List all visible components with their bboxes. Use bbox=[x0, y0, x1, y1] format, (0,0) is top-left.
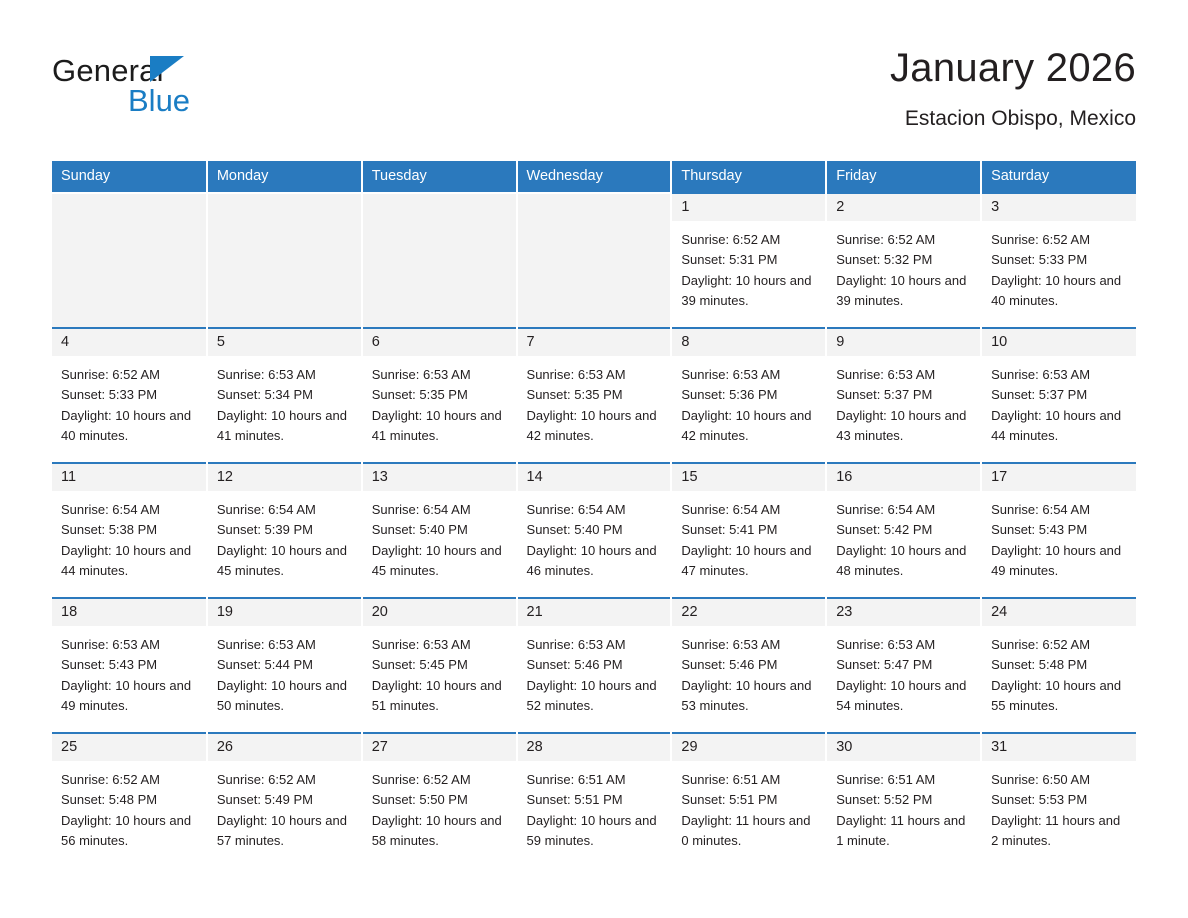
calendar-day-cell bbox=[826, 733, 981, 868]
daylight-text: Daylight: 10 hours and 44 minutes. bbox=[61, 542, 192, 578]
sunset-text: Sunset: 5:38 PM bbox=[61, 522, 158, 538]
daylight-text: Daylight: 10 hours and 42 minutes. bbox=[526, 407, 657, 443]
day-info bbox=[208, 356, 361, 446]
calendar-day-cell bbox=[52, 733, 207, 868]
page-header bbox=[52, 40, 1136, 144]
calendar-day-cell bbox=[52, 463, 207, 598]
calendar-day-cell bbox=[207, 328, 362, 463]
calendar-day-cell bbox=[671, 328, 826, 463]
sunset-text: Sunset: 5:42 PM bbox=[836, 522, 933, 538]
column-header-tuesday: Tuesday bbox=[362, 161, 517, 193]
day-info bbox=[672, 626, 825, 716]
day-number: 26 bbox=[208, 734, 361, 761]
day-info bbox=[363, 626, 516, 716]
sunset-text: Sunset: 5:34 PM bbox=[216, 387, 313, 403]
column-header-friday: Friday bbox=[826, 161, 981, 193]
calendar-day-cell bbox=[207, 598, 362, 733]
sunset-text: Sunset: 5:40 PM bbox=[371, 522, 468, 538]
sunrise-text: Sunrise: 6:53 AM bbox=[526, 637, 626, 652]
day-info bbox=[208, 626, 361, 716]
calendar-day-cell bbox=[826, 463, 981, 598]
day-info bbox=[52, 491, 206, 581]
sunrise-text: Sunrise: 6:53 AM bbox=[991, 367, 1091, 382]
sunset-text: Sunset: 5:37 PM bbox=[836, 387, 933, 403]
day-info bbox=[982, 626, 1136, 716]
day-number: 2 bbox=[827, 194, 980, 221]
calendar-day-cell bbox=[52, 598, 207, 733]
sunset-text: Sunset: 5:35 PM bbox=[371, 387, 468, 403]
sunset-text: Sunset: 5:37 PM bbox=[991, 387, 1088, 403]
logo-text-general: General bbox=[52, 53, 164, 88]
sunrise-text: Sunrise: 6:52 AM bbox=[371, 772, 471, 787]
calendar-day-cell bbox=[671, 598, 826, 733]
day-number: 3 bbox=[982, 194, 1136, 221]
column-header-wednesday: Wednesday bbox=[517, 161, 672, 193]
calendar-day-cell bbox=[517, 598, 672, 733]
day-info bbox=[363, 761, 516, 851]
sunrise-text: Sunrise: 6:53 AM bbox=[216, 367, 316, 382]
calendar-week-row bbox=[52, 733, 1136, 868]
daylight-text: Daylight: 10 hours and 51 minutes. bbox=[371, 677, 502, 713]
column-header-thursday: Thursday bbox=[671, 161, 826, 193]
sunset-text: Sunset: 5:41 PM bbox=[681, 522, 778, 538]
calendar-week-row bbox=[52, 193, 1136, 328]
calendar-week-row bbox=[52, 463, 1136, 598]
sunset-text: Sunset: 5:33 PM bbox=[61, 387, 158, 403]
sunset-text: Sunset: 5:43 PM bbox=[61, 657, 158, 673]
sunrise-text: Sunrise: 6:52 AM bbox=[991, 232, 1091, 247]
calendar-day-cell bbox=[517, 328, 672, 463]
sunrise-text: Sunrise: 6:53 AM bbox=[526, 367, 626, 382]
daylight-text: Daylight: 10 hours and 41 minutes. bbox=[216, 407, 347, 443]
daylight-text: Daylight: 10 hours and 54 minutes. bbox=[836, 677, 967, 713]
sunrise-text: Sunrise: 6:54 AM bbox=[991, 502, 1091, 517]
day-number: 12 bbox=[208, 464, 361, 491]
sunset-text: Sunset: 5:51 PM bbox=[526, 792, 623, 808]
day-number: 4 bbox=[52, 329, 206, 356]
day-info bbox=[827, 761, 980, 851]
calendar-day-cell bbox=[981, 733, 1136, 868]
daylight-text: Daylight: 11 hours and 0 minutes. bbox=[681, 812, 811, 848]
sunrise-text: Sunrise: 6:53 AM bbox=[836, 367, 936, 382]
day-info bbox=[982, 761, 1136, 851]
daylight-text: Daylight: 10 hours and 39 minutes. bbox=[836, 272, 967, 308]
sunset-text: Sunset: 5:45 PM bbox=[371, 657, 468, 673]
day-info bbox=[982, 491, 1136, 581]
sunset-text: Sunset: 5:51 PM bbox=[681, 792, 778, 808]
calendar-day-cell bbox=[207, 463, 362, 598]
sunrise-text: Sunrise: 6:54 AM bbox=[371, 502, 471, 517]
daylight-text: Daylight: 10 hours and 53 minutes. bbox=[681, 677, 812, 713]
day-number: 13 bbox=[363, 464, 516, 491]
column-header-monday: Monday bbox=[207, 161, 362, 193]
day-info bbox=[982, 221, 1136, 311]
sunrise-text: Sunrise: 6:51 AM bbox=[836, 772, 936, 787]
calendar-week-row bbox=[52, 328, 1136, 463]
daylight-text: Daylight: 10 hours and 40 minutes. bbox=[991, 272, 1122, 308]
sunset-text: Sunset: 5:52 PM bbox=[836, 792, 933, 808]
day-info bbox=[52, 761, 206, 851]
daylight-text: Daylight: 10 hours and 44 minutes. bbox=[991, 407, 1122, 443]
sunrise-text: Sunrise: 6:52 AM bbox=[61, 367, 160, 382]
calendar-cell-empty bbox=[52, 193, 207, 328]
sunset-text: Sunset: 5:50 PM bbox=[371, 792, 468, 808]
general-blue-logo bbox=[52, 40, 190, 117]
daylight-text: Daylight: 10 hours and 48 minutes. bbox=[836, 542, 967, 578]
day-number: 21 bbox=[518, 599, 671, 626]
calendar-day-cell bbox=[826, 598, 981, 733]
calendar-day-cell bbox=[981, 328, 1136, 463]
calendar-cell-empty bbox=[207, 193, 362, 328]
day-number: 29 bbox=[672, 734, 825, 761]
day-number: 25 bbox=[52, 734, 206, 761]
sunrise-text: Sunrise: 6:54 AM bbox=[216, 502, 316, 517]
sunset-text: Sunset: 5:32 PM bbox=[836, 252, 933, 268]
calendar-week-row bbox=[52, 598, 1136, 733]
day-number: 23 bbox=[827, 599, 980, 626]
sunrise-text: Sunrise: 6:51 AM bbox=[681, 772, 781, 787]
day-info bbox=[363, 491, 516, 581]
calendar-day-cell bbox=[826, 193, 981, 328]
calendar-day-cell bbox=[826, 328, 981, 463]
page-title: January 2026 bbox=[889, 46, 1136, 90]
daylight-text: Daylight: 10 hours and 41 minutes. bbox=[371, 407, 502, 443]
day-info bbox=[827, 491, 980, 581]
daylight-text: Daylight: 10 hours and 45 minutes. bbox=[216, 542, 347, 578]
calendar-day-cell bbox=[362, 463, 517, 598]
day-number: 11 bbox=[52, 464, 206, 491]
day-number: 19 bbox=[208, 599, 361, 626]
day-info bbox=[672, 356, 825, 446]
logo-text-blue: Blue bbox=[128, 83, 191, 118]
day-number: 24 bbox=[982, 599, 1136, 626]
calendar-day-cell bbox=[362, 328, 517, 463]
day-number: 1 bbox=[672, 194, 825, 221]
day-info bbox=[827, 356, 980, 446]
sunset-text: Sunset: 5:44 PM bbox=[216, 657, 313, 673]
daylight-text: Daylight: 10 hours and 49 minutes. bbox=[991, 542, 1122, 578]
sunrise-text: Sunrise: 6:52 AM bbox=[991, 637, 1091, 652]
calendar-day-cell bbox=[517, 733, 672, 868]
day-info bbox=[52, 356, 206, 446]
calendar-day-cell bbox=[671, 733, 826, 868]
daylight-text: Daylight: 10 hours and 40 minutes. bbox=[61, 407, 192, 443]
day-info bbox=[363, 356, 516, 446]
sunrise-text: Sunrise: 6:54 AM bbox=[526, 502, 626, 517]
sunrise-text: Sunrise: 6:52 AM bbox=[836, 232, 936, 247]
calendar-cell-empty bbox=[517, 193, 672, 328]
sunrise-text: Sunrise: 6:53 AM bbox=[681, 637, 781, 652]
day-number: 17 bbox=[982, 464, 1136, 491]
daylight-text: Daylight: 10 hours and 47 minutes. bbox=[681, 542, 812, 578]
sunrise-text: Sunrise: 6:52 AM bbox=[61, 772, 160, 787]
daylight-text: Daylight: 10 hours and 42 minutes. bbox=[681, 407, 812, 443]
sunrise-text: Sunrise: 6:50 AM bbox=[991, 772, 1091, 787]
sunrise-text: Sunrise: 6:53 AM bbox=[216, 637, 316, 652]
sunrise-text: Sunrise: 6:54 AM bbox=[681, 502, 781, 517]
day-number: 5 bbox=[208, 329, 361, 356]
sunset-text: Sunset: 5:53 PM bbox=[991, 792, 1088, 808]
calendar-day-cell bbox=[671, 463, 826, 598]
calendar-day-cell bbox=[517, 463, 672, 598]
logo-triangle-icon bbox=[150, 56, 184, 82]
daylight-text: Daylight: 10 hours and 43 minutes. bbox=[836, 407, 967, 443]
day-info bbox=[672, 761, 825, 851]
sunset-text: Sunset: 5:46 PM bbox=[681, 657, 778, 673]
day-number: 15 bbox=[672, 464, 825, 491]
daylight-text: Daylight: 10 hours and 57 minutes. bbox=[216, 812, 347, 848]
day-number: 31 bbox=[982, 734, 1136, 761]
sunrise-text: Sunrise: 6:52 AM bbox=[681, 232, 781, 247]
sunrise-text: Sunrise: 6:53 AM bbox=[61, 637, 160, 652]
day-number: 30 bbox=[827, 734, 980, 761]
sunset-text: Sunset: 5:48 PM bbox=[991, 657, 1088, 673]
sunrise-text: Sunrise: 6:53 AM bbox=[371, 367, 471, 382]
calendar-day-cell bbox=[362, 598, 517, 733]
day-number: 6 bbox=[363, 329, 516, 356]
daylight-text: Daylight: 10 hours and 58 minutes. bbox=[371, 812, 502, 848]
calendar-day-cell bbox=[981, 598, 1136, 733]
day-info bbox=[52, 626, 206, 716]
sunrise-text: Sunrise: 6:53 AM bbox=[371, 637, 471, 652]
day-info bbox=[827, 626, 980, 716]
day-number: 18 bbox=[52, 599, 206, 626]
daylight-text: Daylight: 10 hours and 50 minutes. bbox=[216, 677, 347, 713]
calendar-day-cell bbox=[362, 733, 517, 868]
column-header-saturday: Saturday bbox=[981, 161, 1136, 193]
day-info bbox=[208, 491, 361, 581]
sunset-text: Sunset: 5:39 PM bbox=[216, 522, 313, 538]
sunset-text: Sunset: 5:47 PM bbox=[836, 657, 933, 673]
daylight-text: Daylight: 10 hours and 49 minutes. bbox=[61, 677, 192, 713]
location-subtitle: Estacion Obispo, Mexico bbox=[904, 107, 1136, 130]
calendar-header-row bbox=[52, 161, 1136, 193]
sunrise-text: Sunrise: 6:53 AM bbox=[836, 637, 936, 652]
sunset-text: Sunset: 5:49 PM bbox=[216, 792, 313, 808]
day-number: 16 bbox=[827, 464, 980, 491]
day-number: 9 bbox=[827, 329, 980, 356]
day-number: 8 bbox=[672, 329, 825, 356]
daylight-text: Daylight: 10 hours and 52 minutes. bbox=[526, 677, 657, 713]
day-info bbox=[827, 221, 980, 311]
calendar-day-cell bbox=[52, 328, 207, 463]
day-number: 10 bbox=[982, 329, 1136, 356]
sunrise-text: Sunrise: 6:53 AM bbox=[681, 367, 781, 382]
sunrise-text: Sunrise: 6:54 AM bbox=[61, 502, 160, 517]
daylight-text: Daylight: 10 hours and 55 minutes. bbox=[991, 677, 1122, 713]
daylight-text: Daylight: 10 hours and 46 minutes. bbox=[526, 542, 657, 578]
day-info bbox=[518, 491, 671, 581]
day-info bbox=[518, 761, 671, 851]
calendar-table bbox=[52, 161, 1136, 868]
sunset-text: Sunset: 5:33 PM bbox=[991, 252, 1088, 268]
daylight-text: Daylight: 10 hours and 56 minutes. bbox=[61, 812, 192, 848]
daylight-text: Daylight: 10 hours and 45 minutes. bbox=[371, 542, 502, 578]
calendar-day-cell bbox=[981, 463, 1136, 598]
daylight-text: Daylight: 10 hours and 39 minutes. bbox=[681, 272, 812, 308]
sunset-text: Sunset: 5:40 PM bbox=[526, 522, 623, 538]
sunset-text: Sunset: 5:36 PM bbox=[681, 387, 778, 403]
day-info bbox=[982, 356, 1136, 446]
sunset-text: Sunset: 5:35 PM bbox=[526, 387, 623, 403]
day-number: 14 bbox=[518, 464, 671, 491]
sunset-text: Sunset: 5:31 PM bbox=[681, 252, 778, 268]
calendar-day-cell bbox=[981, 193, 1136, 328]
day-number: 7 bbox=[518, 329, 671, 356]
day-info bbox=[672, 221, 825, 311]
sunset-text: Sunset: 5:43 PM bbox=[991, 522, 1088, 538]
sunset-text: Sunset: 5:46 PM bbox=[526, 657, 623, 673]
day-info bbox=[672, 491, 825, 581]
daylight-text: Daylight: 10 hours and 59 minutes. bbox=[526, 812, 657, 848]
daylight-text: Daylight: 11 hours and 1 minute. bbox=[836, 812, 966, 848]
sunset-text: Sunset: 5:48 PM bbox=[61, 792, 158, 808]
day-info bbox=[518, 356, 671, 446]
title-block bbox=[890, 40, 1136, 131]
day-number: 28 bbox=[518, 734, 671, 761]
day-info bbox=[518, 626, 671, 716]
sunrise-text: Sunrise: 6:54 AM bbox=[836, 502, 936, 517]
column-header-sunday: Sunday bbox=[52, 161, 207, 193]
daylight-text: Daylight: 11 hours and 2 minutes. bbox=[991, 812, 1121, 848]
day-number: 22 bbox=[672, 599, 825, 626]
calendar-day-cell bbox=[671, 193, 826, 328]
day-info bbox=[208, 761, 361, 851]
day-number: 27 bbox=[363, 734, 516, 761]
day-number: 20 bbox=[363, 599, 516, 626]
calendar-day-cell bbox=[207, 733, 362, 868]
calendar-cell-empty bbox=[362, 193, 517, 328]
sunrise-text: Sunrise: 6:51 AM bbox=[526, 772, 626, 787]
sunrise-text: Sunrise: 6:52 AM bbox=[216, 772, 316, 787]
